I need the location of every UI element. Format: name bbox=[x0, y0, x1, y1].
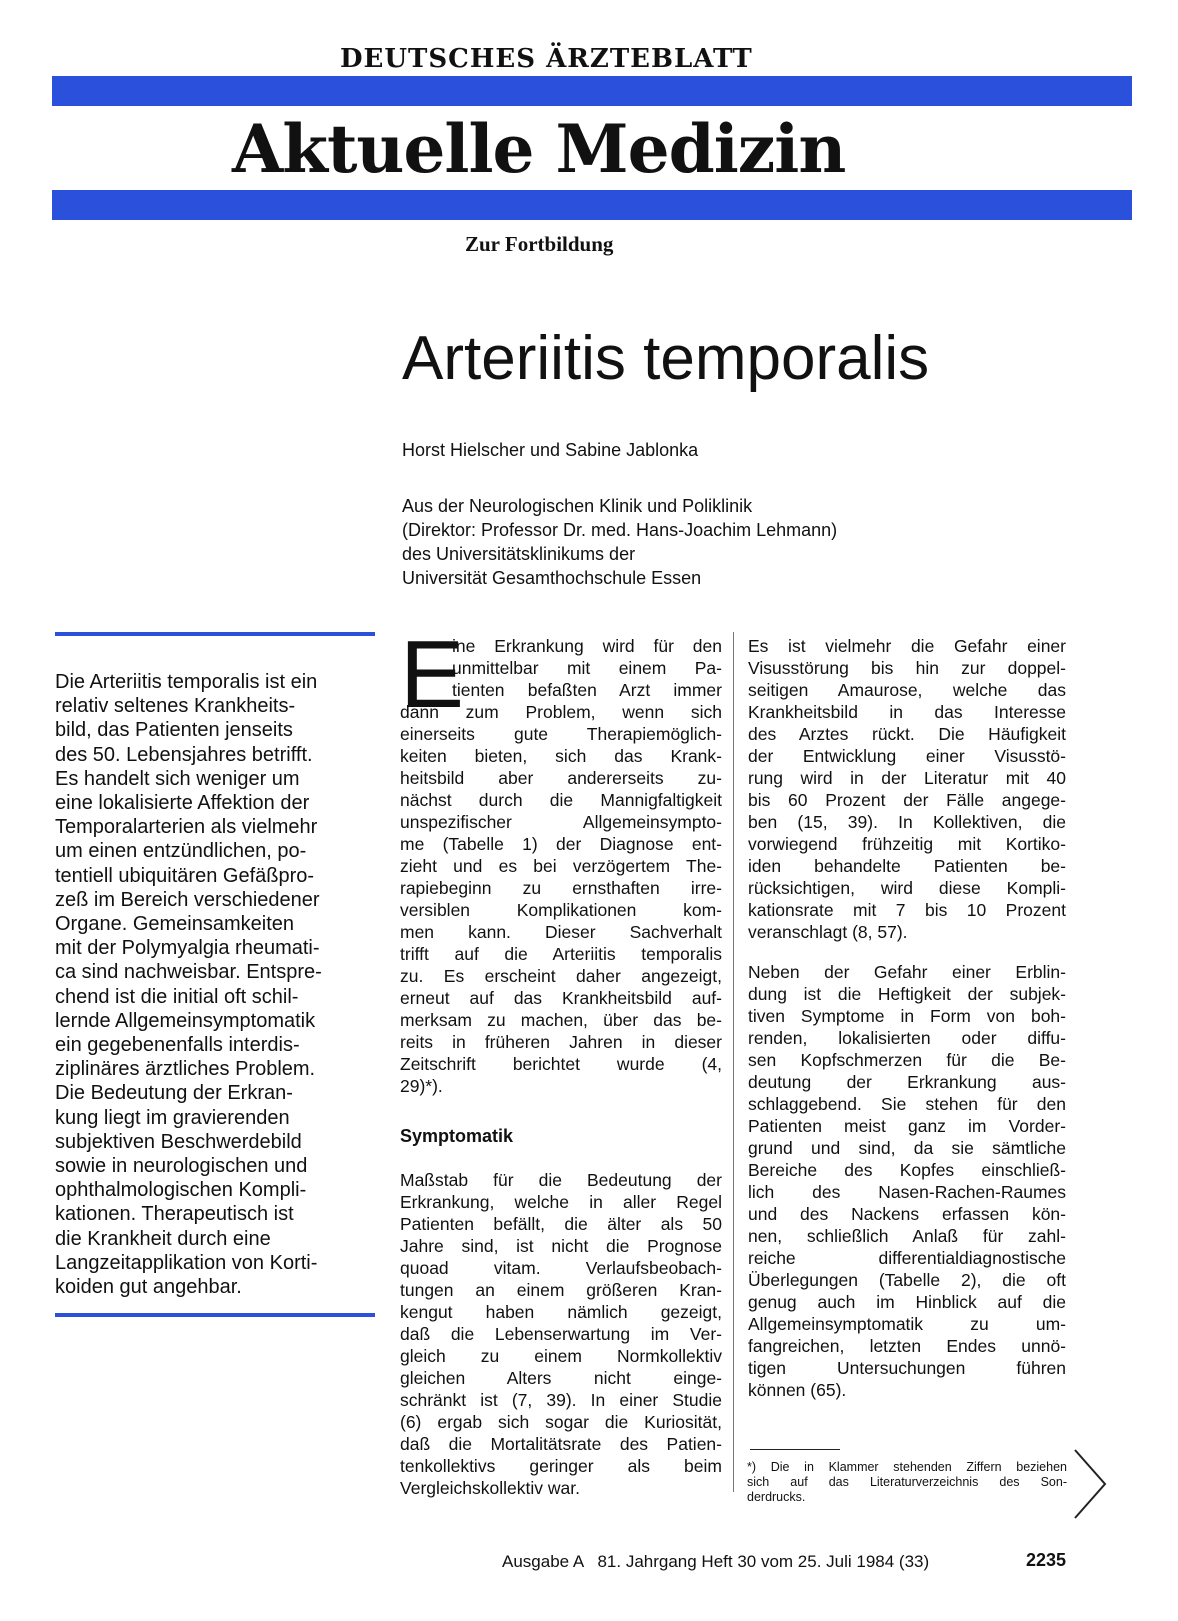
symptom-paragraph bbox=[400, 1169, 722, 1499]
text-line: grund und sind, da sie sämtliche bbox=[748, 1138, 1066, 1158]
text-line: Es ist vielmehr die Gefahr einer bbox=[748, 636, 1066, 656]
text-line: rapiebeginn zu ernsthaften irre- bbox=[400, 878, 722, 898]
text-line: lernde Allgemeinsymptomatik bbox=[55, 1009, 316, 1032]
page-number: 2235 bbox=[1026, 1550, 1067, 1570]
text-line: sowie in neurologischen und bbox=[55, 1155, 308, 1178]
text-line: merksam zu machen, über das be- bbox=[400, 1010, 722, 1030]
text-line: sen Kopfschmerzen für die Be- bbox=[748, 1050, 1066, 1070]
text-line: kationen. Therapeutisch ist bbox=[55, 1203, 294, 1226]
text-line: ziplinäres ärztliches Problem. bbox=[55, 1058, 316, 1081]
text-line: keiten bieten, sich das Krank- bbox=[400, 746, 722, 766]
text-line: kationsrate mit 7 bis 10 Prozent bbox=[748, 900, 1066, 920]
text-line: gleich zu einem Normkollektiv bbox=[400, 1346, 722, 1366]
text-line: iden behandelte Patienten be- bbox=[748, 856, 1066, 876]
text-line: schränkt ist (7, 39). In einer Studie bbox=[400, 1390, 722, 1410]
affiliation-line: Universität Gesamthochschule Essen bbox=[402, 568, 702, 588]
text-line: sich auf das Literaturverzeichnis des Son- bbox=[747, 1475, 1067, 1489]
text-line: ca sind nachweisbar. Entspre- bbox=[55, 961, 322, 984]
text-line: gleichen Alters nicht einge- bbox=[400, 1368, 722, 1388]
text-line: tentiell ubiquitären Gefäßpro- bbox=[55, 864, 315, 887]
journal-name: DEUTSCHES ÄRZTEBLATT bbox=[340, 44, 753, 74]
blue-band-bottom bbox=[52, 190, 1132, 220]
text-line: (6) ergab sich sogar die Kuriosität, bbox=[400, 1412, 722, 1432]
text-line: Es handelt sich weniger um bbox=[55, 767, 300, 790]
paragraph bbox=[748, 635, 1066, 943]
text-line: relativ seltenes Krankheits- bbox=[55, 695, 296, 718]
column-divider bbox=[733, 632, 734, 1492]
article-affiliation bbox=[402, 494, 837, 590]
abstract-rule-top bbox=[55, 632, 375, 636]
text-line: einerseits gute Therapiemöglich- bbox=[400, 724, 722, 744]
text-line: zu. Es erscheint daher angezeigt, bbox=[400, 966, 722, 986]
footnote-rule bbox=[750, 1449, 840, 1450]
text-line: ein gegebenenfalls interdis- bbox=[55, 1034, 300, 1057]
affiliation-line: des Universitätsklinikums der bbox=[402, 544, 636, 564]
article-title: Arteriitis temporalis bbox=[402, 324, 930, 393]
text-line: ben (15, 39). In Kollektiven, die bbox=[748, 812, 1066, 832]
text-line: der Entwicklung einer Visusstö- bbox=[748, 746, 1066, 766]
text-line: ophthalmologischen Kompli- bbox=[55, 1179, 307, 1202]
text-line: des Arztes rückt. Die Häufigkeit bbox=[748, 724, 1066, 744]
abstract-rule-bottom bbox=[55, 1313, 375, 1317]
affiliation-line: Aus der Neurologischen Klinik und Poliklinik bbox=[402, 496, 753, 516]
text-line: vorwiegend frühzeitig mit Kortiko- bbox=[748, 834, 1066, 854]
text-line: Neben der Gefahr einer Erblin- bbox=[748, 962, 1066, 982]
text-line: tungen an einem größeren Kran- bbox=[400, 1280, 722, 1300]
section-kicker: Zur Fortbildung bbox=[465, 232, 614, 256]
text-line: *) Die in Klammer stehenden Ziffern beziehen bbox=[747, 1460, 1067, 1474]
text-line: versiblen Komplikationen kom- bbox=[400, 900, 722, 920]
text-line: Patienten meist ganz im Vorder- bbox=[748, 1116, 1066, 1136]
text-line: reits in früheren Jahren in dieser bbox=[400, 1032, 722, 1052]
text-line: me (Tabelle 1) der Diagnose ent- bbox=[400, 834, 722, 854]
text-line: kung liegt im gravierenden bbox=[55, 1106, 290, 1129]
text-line: quoad vitam. Verlaufsbeobach- bbox=[400, 1258, 722, 1278]
text-line: derdrucks. bbox=[747, 1490, 806, 1504]
text-line: dung ist die Heftigkeit der subjek- bbox=[748, 984, 1066, 1004]
text-line: um einen entzündlichen, po- bbox=[55, 840, 307, 863]
text-line: ine Erkrankung wird für den bbox=[452, 636, 722, 656]
text-line: Organe. Gemeinsamkeiten bbox=[55, 913, 295, 936]
text-line: chend ist die initial oft schil- bbox=[55, 985, 299, 1008]
text-line: die Krankheit durch eine bbox=[55, 1227, 271, 1250]
text-line: unmittelbar mit einem Pa- bbox=[452, 658, 722, 678]
text-line: Krankheitsbild in das Interesse bbox=[748, 702, 1066, 722]
text-line: Bereiche des Kopfes einschließ- bbox=[748, 1160, 1066, 1180]
issue-info: Ausgabe A 81. Jahrgang Heft 30 vom 25. Juli 1984 (33) bbox=[502, 1552, 930, 1571]
text-line: Visusstörung bis hin zur doppel- bbox=[748, 658, 1066, 678]
text-line: Zeitschrift berichtet wurde (4, bbox=[400, 1054, 722, 1074]
text-line: Maßstab für die Bedeutung der bbox=[400, 1170, 722, 1190]
paragraph bbox=[748, 961, 1066, 1401]
article-authors: Horst Hielscher und Sabine Jablonka bbox=[402, 440, 699, 460]
text-line: rung wird in der Literatur mit 40 bbox=[748, 768, 1066, 788]
text-line: kengut haben nämlich gezeigt, bbox=[400, 1302, 722, 1322]
text-line: zeß im Bereich verschiedener bbox=[55, 888, 320, 911]
text-line: koiden gut angehbar. bbox=[55, 1276, 242, 1299]
text-line: dann zum Problem, wenn sich bbox=[400, 702, 722, 722]
body-column-1 bbox=[400, 621, 722, 1499]
text-line: subjektiven Beschwerdebild bbox=[55, 1130, 302, 1153]
text-line: tigen Untersuchungen führen bbox=[748, 1358, 1066, 1378]
text-line: 29)*). bbox=[400, 1076, 443, 1096]
text-line: lich des Nasen-Rachen-Raumes bbox=[748, 1182, 1066, 1202]
text-line: renden, lokalisierten oder diffu- bbox=[748, 1028, 1066, 1048]
intro-paragraph bbox=[400, 621, 722, 1097]
dropcap: E bbox=[400, 621, 465, 728]
text-line: daß die Mortalitätsrate des Patien- bbox=[400, 1434, 722, 1454]
text-line: reiche differentialdiagnostische bbox=[748, 1248, 1066, 1268]
blue-band-top bbox=[52, 76, 1132, 106]
text-line: und des Nackens erfassen kön- bbox=[748, 1204, 1066, 1224]
text-line: Die Arteriitis temporalis ist ein bbox=[55, 671, 318, 693]
text-line: rücksichtigen, wird diese Kompli- bbox=[748, 878, 1066, 898]
text-line: Langzeitapplikation von Korti- bbox=[55, 1251, 318, 1274]
text-line: heitsbild aber andererseits zu- bbox=[400, 768, 722, 788]
text-line: schlaggebend. Sie stehen für den bbox=[748, 1094, 1066, 1114]
text-line: men kann. Dieser Sachverhalt bbox=[400, 922, 722, 942]
text-line: tienten befaßten Arzt immer bbox=[452, 680, 722, 700]
text-line: des 50. Lebensjahres betrifft. bbox=[55, 743, 313, 766]
text-line: können (65). bbox=[748, 1380, 847, 1400]
text-line: eine lokalisierte Affektion der bbox=[55, 792, 310, 815]
text-line: zieht und es bei verzögertem The- bbox=[400, 856, 722, 876]
text-line: daß die Lebenserwartung im Ver- bbox=[400, 1324, 722, 1344]
continue-arrow-icon bbox=[1072, 1448, 1108, 1525]
text-line: Patienten befällt, die älter als 50 bbox=[400, 1214, 722, 1234]
text-line: unspezifischer Allgemeinsympto- bbox=[400, 812, 722, 832]
affiliation-line: (Direktor: Professor Dr. med. Hans-Joachim Lehmann) bbox=[402, 520, 838, 540]
text-line: Erkrankung, welche in aller Regel bbox=[400, 1192, 722, 1212]
text-line: erneut auf das Krankheitsbild auf- bbox=[400, 988, 722, 1008]
section-title: Aktuelle Medizin bbox=[232, 110, 846, 188]
text-line: deutung der Erkrankung aus- bbox=[748, 1072, 1066, 1092]
text-line: genug auch im Hinblick auf die bbox=[748, 1292, 1066, 1312]
text-line: seitigen Amaurose, welche das bbox=[748, 680, 1066, 700]
text-line: bis 60 Prozent der Fälle angege- bbox=[748, 790, 1066, 810]
body-column-2 bbox=[748, 635, 1066, 1401]
footnote bbox=[747, 1460, 1067, 1505]
text-line: trifft auf die Arteriitis temporalis bbox=[400, 944, 722, 964]
subheading-symptomatik: Symptomatik bbox=[400, 1126, 514, 1146]
text-line: Temporalarterien als vielmehr bbox=[55, 816, 318, 839]
text-line: mit der Polymyalgia rheumati- bbox=[55, 937, 320, 960]
text-line: Vergleichskollektiv war. bbox=[400, 1478, 580, 1498]
text-line: Jahre sind, ist nicht die Prognose bbox=[400, 1236, 722, 1256]
text-line: tenkollektivs geringer als beim bbox=[400, 1456, 722, 1476]
text-line: veranschlagt (8, 57). bbox=[748, 922, 908, 942]
abstract bbox=[55, 670, 377, 1299]
text-line: nen, schließlich Anlaß für zahl- bbox=[748, 1226, 1066, 1246]
text-line: fangreichen, letzten Endes unnö- bbox=[748, 1336, 1066, 1356]
text-line: Die Bedeutung der Erkran- bbox=[55, 1082, 293, 1105]
text-line: Überlegungen (Tabelle 2), die oft bbox=[748, 1270, 1066, 1290]
text-line: Allgemeinsymptomatik zu um- bbox=[748, 1314, 1066, 1334]
text-line: nächst durch die Mannigfaltigkeit bbox=[400, 790, 722, 810]
text-line: tiven Symptome in Form von boh- bbox=[748, 1006, 1066, 1026]
text-line: bild, das Patienten jenseits bbox=[55, 719, 293, 742]
